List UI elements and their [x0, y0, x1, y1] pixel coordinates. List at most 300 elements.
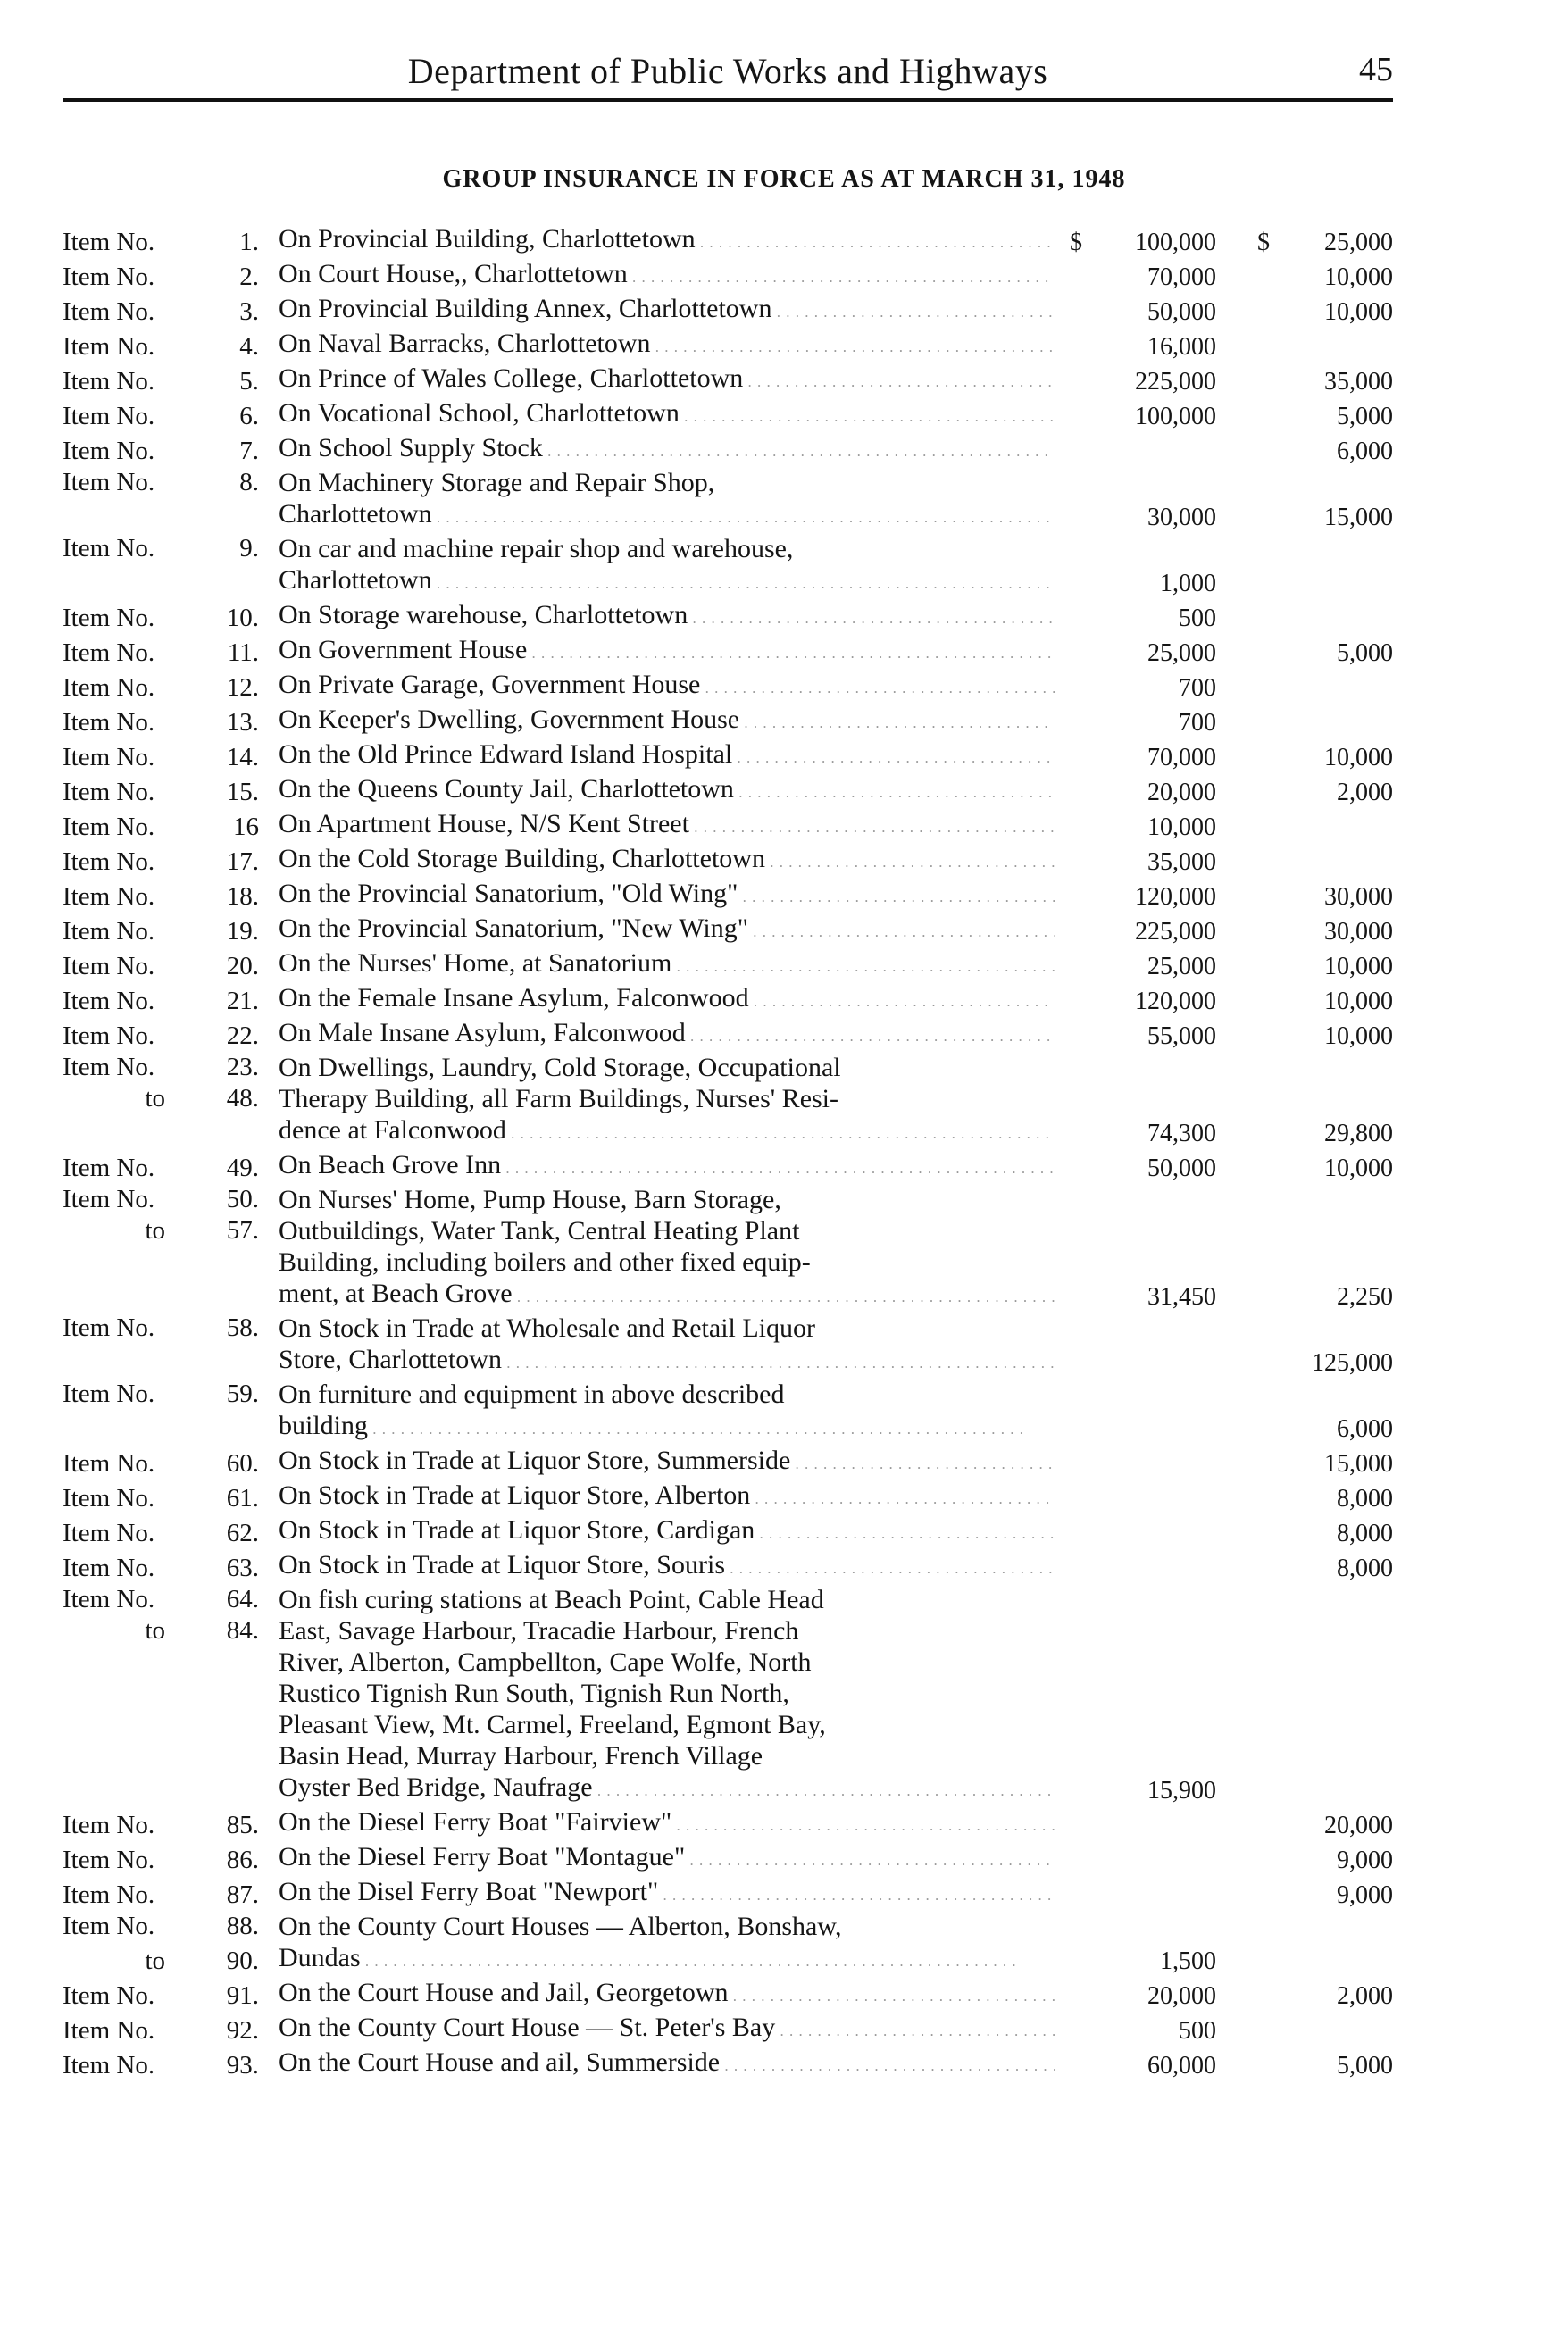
item-label: Item No. [63, 604, 155, 632]
description-line: On the Queens County Jail, Charlottetown . . . [279, 773, 1055, 808]
item-label: Item No. [63, 297, 155, 326]
description-line: On the Court House and ail, Summerside . . . [279, 2047, 1055, 2081]
description-line: Oyster Bed Bridge, Naufrage . . . [279, 1772, 1055, 1806]
item-description [259, 1977, 1055, 2012]
description-line: Charlottetown . . . [279, 498, 1055, 533]
description-line: On Private Garage, Government House . . . [279, 669, 1055, 704]
secondary-amount: 29,800 [1324, 1120, 1393, 1147]
table-row-continuation [63, 564, 1393, 599]
insured-amount: 120,000 [1135, 883, 1216, 911]
item-label: Item No. [63, 778, 155, 806]
secondary-amount: 10,000 [1324, 744, 1393, 771]
description-line: On Naval Barracks, Charlottetown . . . [279, 328, 1055, 363]
table-row [63, 1806, 1393, 1841]
description-line: On Apartment House, N/S Kent Street . . . [279, 808, 1055, 843]
table-row [63, 2012, 1393, 2047]
item-description [259, 704, 1055, 738]
item-label: Item No. [63, 534, 155, 563]
insured-amount: 100,000 [1135, 403, 1216, 430]
item-description [259, 1313, 1055, 1344]
item-description [259, 533, 1055, 564]
item-number: 58. [226, 1313, 259, 1342]
insured-amount: 225,000 [1135, 368, 1216, 396]
item-range-label: to [145, 1616, 165, 1645]
description-line: Basin Head, Murray Harbour, French Village [279, 1741, 763, 1771]
description-line: River, Alberton, Campbellton, Cape Wolfe, North [279, 1647, 812, 1677]
description-line: On the Nurses' Home, at Sanatorium . . . [279, 947, 1055, 982]
table-row [63, 704, 1393, 738]
insured-amount: 20,000 [1147, 779, 1216, 806]
table-row [63, 1184, 1393, 1215]
table-row-continuation [63, 1278, 1393, 1313]
insured-amount: 20,000 [1147, 1982, 1216, 2010]
table-row-continuation [63, 1740, 1393, 1772]
insured-amount: 55,000 [1147, 1022, 1216, 1050]
secondary-amount: 6,000 [1337, 1415, 1393, 1443]
insured-amount: 1,500 [1160, 1947, 1216, 1975]
table-row [63, 223, 1393, 258]
description-line: On Storage warehouse, Charlottetown . . . [279, 599, 1055, 634]
description-line: On Male Insane Asylum, Falconwood . . . [279, 1017, 1055, 1052]
item-number: 7. [239, 437, 259, 465]
description-line: building . . . [279, 1410, 1055, 1445]
secondary-amount: 20,000 [1324, 1812, 1393, 1839]
description-line: Rustico Tignish Run South, Tignish Run North, [279, 1679, 789, 1708]
table-row [63, 669, 1393, 704]
table-row [63, 1313, 1393, 1344]
item-range-label: to [145, 1947, 165, 1975]
item-label: Item No. [63, 1981, 155, 2010]
table-row [63, 599, 1393, 634]
item-description [259, 1740, 1055, 1772]
item-label: Item No. [63, 743, 155, 771]
description-line: Therapy Building, all Farm Buildings, Nurses' Resi- [279, 1084, 839, 1113]
item-description [259, 2012, 1055, 2047]
item-number: 49. [226, 1154, 259, 1182]
item-description [259, 1379, 1055, 1410]
running-title: Department of Public Works and Highways [407, 51, 1048, 91]
item-description [259, 1052, 1055, 1083]
item-description [259, 1017, 1055, 1052]
item-description [259, 1114, 1055, 1149]
table-row-continuation [63, 1246, 1393, 1278]
table-row [63, 397, 1393, 432]
insured-amount: 500 [1179, 2017, 1216, 2045]
item-description [259, 1772, 1055, 1806]
item-label: Item No. [63, 332, 155, 361]
item-number: 62. [226, 1519, 259, 1547]
secondary-amount: 10,000 [1324, 988, 1393, 1015]
item-description [259, 564, 1055, 599]
item-description [259, 808, 1055, 843]
secondary-amount: 10,000 [1324, 263, 1393, 291]
secondary-amount: 2,250 [1337, 1283, 1393, 1311]
item-description [259, 1911, 1055, 1942]
item-number: 1. [239, 228, 259, 256]
item-number: 10. [226, 604, 259, 632]
insured-amount: 225,000 [1135, 918, 1216, 946]
table-row-continuation [63, 1709, 1393, 1740]
item-label: Item No. [63, 708, 155, 737]
description-line: On the Court House and Jail, Georgetown . . . [279, 1977, 1055, 2012]
description-line: On fish curing stations at Beach Point, Cable Head [279, 1585, 824, 1614]
item-description [259, 432, 1055, 467]
table-row [63, 634, 1393, 669]
item-label: Item No. [63, 952, 155, 980]
insured-amount: 50,000 [1147, 298, 1216, 326]
table-row [63, 328, 1393, 363]
item-description [259, 1647, 1055, 1678]
description-line: On the Provincial Sanatorium, "Old Wing" . . . [279, 878, 1055, 913]
item-number: 3. [239, 297, 259, 326]
item-description [259, 913, 1055, 947]
item-description [259, 1215, 1055, 1246]
table-row [63, 1480, 1393, 1514]
page-header [63, 45, 1393, 102]
description-line: On Vocational School, Charlottetown . . . [279, 397, 1055, 432]
table-row-continuation [63, 1083, 1393, 1114]
table-row [63, 1977, 1393, 2012]
description-line: On Stock in Trade at Liquor Store, Summerside . . . [279, 1445, 1055, 1480]
item-label: Item No. [63, 1912, 155, 1940]
description-line: On the Old Prince Edward Island Hospital . . . [279, 738, 1055, 773]
description-line: On Prince of Wales College, Charlottetown . . . [279, 363, 1055, 397]
item-description [259, 397, 1055, 432]
item-number: 12. [226, 673, 259, 702]
insured-amount: 700 [1179, 709, 1216, 737]
item-description [259, 1149, 1055, 1184]
insured-amount: 30,000 [1147, 504, 1216, 531]
table-row [63, 1911, 1393, 1942]
item-description [259, 982, 1055, 1017]
secondary-amount: 9,000 [1337, 1881, 1393, 1909]
item-label: Item No. [63, 1380, 155, 1408]
secondary-amount: 5,000 [1337, 403, 1393, 430]
item-number: 22. [226, 1021, 259, 1050]
description-line: On Keeper's Dwelling, Government House . . . [279, 704, 1055, 738]
item-label: Item No. [63, 987, 155, 1015]
secondary-amount: 25,000 [1324, 229, 1393, 256]
item-number: 5. [239, 367, 259, 396]
insured-amount: 25,000 [1147, 953, 1216, 980]
item-range-end: 57. [226, 1216, 259, 1245]
item-label: Item No. [63, 1846, 155, 1874]
description-line: On Dwellings, Laundry, Cold Storage, Occupational [279, 1053, 841, 1082]
item-description [259, 498, 1055, 533]
insured-amount: 500 [1179, 604, 1216, 632]
insured-amount: 15,900 [1147, 1777, 1216, 1805]
insured-amount: 70,000 [1147, 744, 1216, 771]
table-row-continuation [63, 1615, 1393, 1647]
page-number: 45 [1359, 51, 1393, 88]
item-description [259, 1549, 1055, 1584]
table-row [63, 1149, 1393, 1184]
item-description [259, 773, 1055, 808]
item-number: 59. [226, 1380, 259, 1408]
item-label: Item No. [63, 402, 155, 430]
item-description [259, 1445, 1055, 1480]
description-line: On Stock in Trade at Liquor Store, Alberton . . . [279, 1480, 1055, 1514]
description-line: On Stock in Trade at Liquor Store, Souris . . . [279, 1549, 1055, 1584]
item-label: Item No. [63, 437, 155, 465]
item-label: Item No. [63, 2016, 155, 2045]
insurance-table [63, 223, 1393, 2081]
item-range-end: 84. [226, 1616, 259, 1645]
table-row [63, 432, 1393, 467]
item-description [259, 1246, 1055, 1278]
table-row-continuation [63, 1678, 1393, 1709]
secondary-amount: 10,000 [1324, 298, 1393, 326]
description-line: On the County Court House — St. Peter's Bay . . . [279, 2012, 1055, 2047]
item-description [259, 258, 1055, 293]
description-line: On car and machine repair shop and warehouse, [279, 534, 794, 563]
currency-sign: $ [1070, 229, 1082, 256]
insured-amount: 120,000 [1135, 988, 1216, 1015]
item-number: 92. [226, 2016, 259, 2045]
item-description [259, 738, 1055, 773]
description-line: On Machinery Storage and Repair Shop, [279, 468, 715, 497]
item-description [259, 223, 1055, 258]
description-line: On the Diesel Ferry Boat "Fairview" . . . [279, 1806, 1055, 1841]
item-label: Item No. [63, 1313, 155, 1342]
item-number: 19. [226, 917, 259, 946]
table-row [63, 1379, 1393, 1410]
item-description [259, 1480, 1055, 1514]
description-line: Pleasant View, Mt. Carmel, Freeland, Egmont Bay, [279, 1710, 826, 1739]
item-label: Item No. [63, 882, 155, 911]
item-label: Item No. [63, 673, 155, 702]
insured-amount: 25,000 [1147, 639, 1216, 667]
item-label: Item No. [63, 847, 155, 876]
item-number: 64. [226, 1585, 259, 1613]
item-description [259, 1344, 1055, 1379]
secondary-amount: 8,000 [1337, 1555, 1393, 1582]
item-description [259, 293, 1055, 328]
table-row [63, 947, 1393, 982]
secondary-amount: 15,000 [1324, 504, 1393, 531]
table-row-continuation [63, 1344, 1393, 1379]
item-label: Item No. [63, 1449, 155, 1478]
item-description [259, 1184, 1055, 1215]
item-label: Item No. [63, 1880, 155, 1909]
table-row [63, 1876, 1393, 1911]
item-label: Item No. [63, 1185, 155, 1213]
item-number: 9. [239, 534, 259, 563]
secondary-amount: 10,000 [1324, 953, 1393, 980]
insured-amount: 70,000 [1147, 263, 1216, 291]
description-line: On School Supply Stock . . . [279, 432, 1055, 467]
description-line: On Beach Grove Inn . . . [279, 1149, 1055, 1184]
item-description [259, 1678, 1055, 1709]
table-row [63, 467, 1393, 498]
table-row [63, 773, 1393, 808]
description-line: ment, at Beach Grove . . . [279, 1278, 1055, 1313]
item-description [259, 363, 1055, 397]
secondary-amount: 125,000 [1312, 1349, 1393, 1377]
description-line: On Stock in Trade at Wholesale and Retail Liquor [279, 1313, 816, 1343]
insured-amount: 74,300 [1147, 1120, 1216, 1147]
table-row [63, 293, 1393, 328]
secondary-amount: 6,000 [1337, 438, 1393, 465]
description-line: On Provincial Building, Charlottetown . . . [279, 223, 1055, 258]
item-label: Item No. [63, 1154, 155, 1182]
item-description [259, 1709, 1055, 1740]
item-number: 63. [226, 1554, 259, 1582]
description-line: On Court House,, Charlottetown . . . [279, 258, 1055, 293]
item-number: 21. [226, 987, 259, 1015]
item-number: 8. [239, 468, 259, 496]
item-range-end: 90. [226, 1947, 259, 1975]
secondary-amount: 10,000 [1324, 1022, 1393, 1050]
table-row [63, 913, 1393, 947]
description-line: On Stock in Trade at Liquor Store, Cardigan . . . [279, 1514, 1055, 1549]
secondary-amount: 8,000 [1337, 1485, 1393, 1513]
description-line: Outbuildings, Water Tank, Central Heating Plant [279, 1216, 800, 1246]
table-row [63, 1445, 1393, 1480]
item-number: 60. [226, 1449, 259, 1478]
insured-amount: 31,450 [1147, 1283, 1216, 1311]
table-row-continuation [63, 1215, 1393, 1246]
item-label: Item No. [63, 2051, 155, 2080]
item-description [259, 947, 1055, 982]
item-description [259, 634, 1055, 669]
secondary-amount: 30,000 [1324, 918, 1393, 946]
item-number: 87. [226, 1880, 259, 1909]
item-number: 11. [227, 638, 259, 667]
item-number: 86. [226, 1846, 259, 1874]
description-line: Store, Charlottetown . . . [279, 1344, 1055, 1379]
table-row [63, 878, 1393, 913]
item-number: 18. [226, 882, 259, 911]
description-line: On Government House . . . [279, 634, 1055, 669]
item-number: 88. [226, 1912, 259, 1940]
item-description [259, 1410, 1055, 1445]
item-description [259, 843, 1055, 878]
secondary-amount: 5,000 [1337, 2052, 1393, 2080]
insured-amount: 16,000 [1147, 333, 1216, 361]
table-row [63, 1017, 1393, 1052]
table-row [63, 808, 1393, 843]
item-number: 23. [226, 1053, 259, 1081]
item-description [259, 1841, 1055, 1876]
item-range-end: 48. [226, 1084, 259, 1113]
item-description [259, 1806, 1055, 1841]
table-row [63, 533, 1393, 564]
item-description [259, 599, 1055, 634]
item-label: Item No. [63, 228, 155, 256]
item-number: 15. [226, 778, 259, 806]
item-number: 17. [226, 847, 259, 876]
item-description [259, 1876, 1055, 1911]
item-description [259, 328, 1055, 363]
description-line: On Nurses' Home, Pump House, Barn Storage, [279, 1185, 781, 1214]
currency-sign: $ [1257, 229, 1270, 256]
item-description [259, 2047, 1055, 2081]
insured-amount: 50,000 [1147, 1155, 1216, 1182]
item-number: 50. [226, 1185, 259, 1213]
item-label: Item No. [63, 468, 155, 496]
item-label: Item No. [63, 1021, 155, 1050]
item-range-label: to [145, 1216, 165, 1245]
item-number: 6. [239, 402, 259, 430]
table-title: GROUP INSURANCE IN FORCE AS AT MARCH 31, 1948 [442, 165, 1126, 193]
item-label: Item No. [63, 1053, 155, 1081]
insured-amount: 700 [1179, 674, 1216, 702]
insured-amount: 10,000 [1147, 813, 1216, 841]
item-description [259, 1942, 1055, 1977]
secondary-amount: 15,000 [1324, 1450, 1393, 1478]
item-label: Item No. [63, 1585, 155, 1613]
item-range-label: to [145, 1084, 165, 1113]
description-line: On Provincial Building Annex, Charlottetown . . . [279, 293, 1055, 328]
table-row [63, 738, 1393, 773]
secondary-amount: 35,000 [1324, 368, 1393, 396]
item-label: Item No. [63, 813, 155, 841]
item-number: 4. [239, 332, 259, 361]
description-line: Building, including boilers and other fixed equip- [279, 1247, 811, 1277]
item-number: 2. [239, 263, 259, 291]
description-line: dence at Falconwood . . . [279, 1114, 1055, 1149]
table-row-continuation [63, 1772, 1393, 1806]
item-number: 85. [226, 1811, 259, 1839]
secondary-amount: 10,000 [1324, 1155, 1393, 1182]
description-line: On the Female Insane Asylum, Falconwood . . . [279, 982, 1055, 1017]
insured-amount: 1,000 [1160, 570, 1216, 597]
description-line: Charlottetown . . . [279, 564, 1055, 599]
item-label: Item No. [63, 263, 155, 291]
table-row [63, 843, 1393, 878]
item-label: Item No. [63, 638, 155, 667]
item-label: Item No. [63, 1519, 155, 1547]
table-row-continuation [63, 1114, 1393, 1149]
item-description [259, 1584, 1055, 1615]
item-label: Item No. [63, 1811, 155, 1839]
description-line: On the County Court Houses — Alberton, Bonshaw, [279, 1912, 842, 1941]
insured-amount: 100,000 [1135, 229, 1216, 256]
secondary-amount: 9,000 [1337, 1847, 1393, 1874]
item-description [259, 1615, 1055, 1647]
item-label: Item No. [63, 917, 155, 946]
item-number: 91. [226, 1981, 259, 2010]
item-number: 93. [226, 2051, 259, 2080]
secondary-amount: 5,000 [1337, 639, 1393, 667]
description-line: On the Cold Storage Building, Charlottetown . . . [279, 843, 1055, 878]
table-row-continuation [63, 1410, 1393, 1445]
item-label: Item No. [63, 367, 155, 396]
item-description [259, 1083, 1055, 1114]
description-line: On the Provincial Sanatorium, "New Wing" . . . [279, 913, 1055, 947]
item-number: 14. [226, 743, 259, 771]
insured-amount: 35,000 [1147, 848, 1216, 876]
table-row [63, 1549, 1393, 1584]
secondary-amount: 2,000 [1337, 779, 1393, 806]
table-row [63, 1841, 1393, 1876]
secondary-amount: 8,000 [1337, 1520, 1393, 1547]
item-number: 13. [226, 708, 259, 737]
item-description [259, 878, 1055, 913]
item-description [259, 467, 1055, 498]
table-row [63, 1584, 1393, 1615]
secondary-amount: 30,000 [1324, 883, 1393, 911]
insured-amount: 60,000 [1147, 2052, 1216, 2080]
item-number: 16 [233, 813, 259, 841]
description-line: East, Savage Harbour, Tracadie Harbour, French [279, 1616, 799, 1646]
table-row [63, 1052, 1393, 1083]
description-line: Dundas . . . [279, 1942, 1055, 1977]
description-line: On the Disel Ferry Boat "Newport" . . . [279, 1876, 1055, 1911]
description-line: On furniture and equipment in above described [279, 1380, 785, 1409]
table-row [63, 258, 1393, 293]
